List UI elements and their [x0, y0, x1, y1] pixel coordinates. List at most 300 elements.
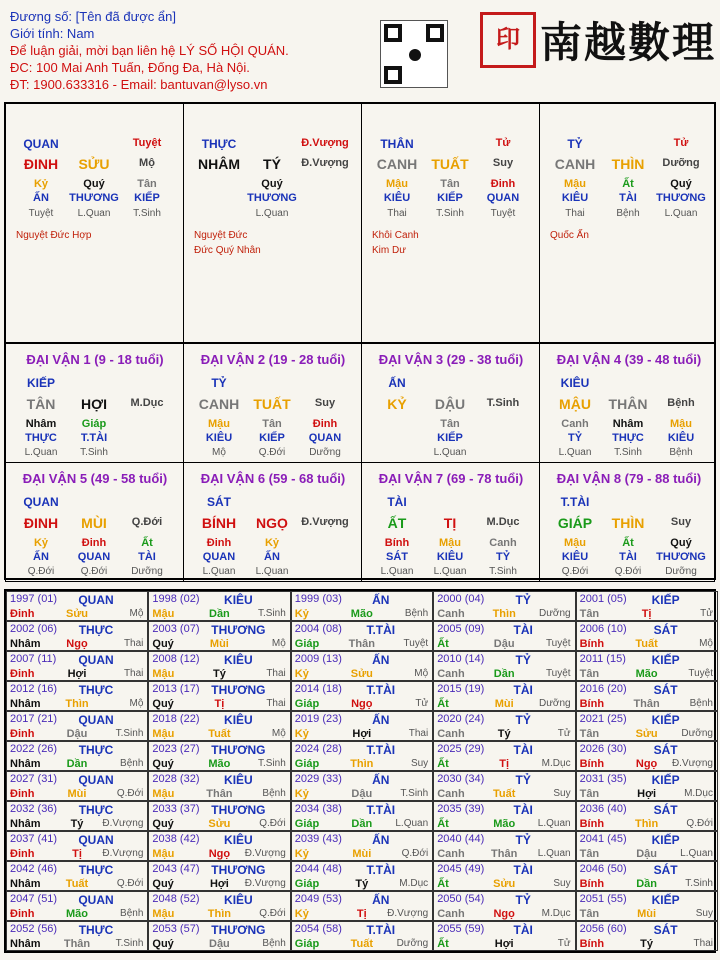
year-stem: Nhâm: [10, 818, 41, 830]
year-god: KIẾP: [651, 593, 680, 607]
dai-van-god: TỶ: [211, 376, 227, 390]
year-god: KIẾP: [651, 833, 680, 847]
year-label: 2020 (24): [437, 713, 485, 725]
pillar-phase: Suy: [492, 157, 514, 169]
pillar-state: Tử: [673, 137, 689, 149]
qr-code-icon[interactable]: [380, 20, 448, 88]
hidden-stem-2: Tân: [262, 418, 282, 430]
year-stem: Ất: [437, 698, 449, 710]
year-label: 2041 (45): [579, 833, 627, 845]
hidden-phase-2: Q.Đới: [80, 566, 108, 577]
hidden-stem-2: Quý: [83, 178, 105, 190]
year-phase: Q.Đới: [259, 818, 286, 829]
year-label: 1997 (01): [10, 593, 58, 605]
year-stem: Đinh: [10, 668, 35, 680]
year-stem: Bính: [579, 878, 605, 890]
year-stem: Ất: [437, 758, 449, 770]
year-phase: Tuyệt: [545, 638, 571, 649]
hidden-phase-1: L.Quan: [558, 447, 592, 458]
logo-title: 南越數理: [540, 18, 717, 67]
year-cell[interactable]: [6, 681, 148, 711]
year-god: TỶ: [515, 893, 531, 907]
year-phase: Thai: [408, 728, 429, 739]
year-cell[interactable]: [576, 651, 718, 681]
year-label: 2006 (10): [579, 623, 627, 635]
year-god: KIÊU: [224, 593, 253, 607]
year-god: THỰC: [78, 683, 114, 697]
year-branch: Mùi: [637, 908, 657, 920]
year-label: 2050 (54): [437, 893, 485, 905]
year-god: KIẾP: [651, 893, 680, 907]
dai-van-god: KIÊU: [560, 376, 590, 390]
hidden-god-3: KIÊU: [667, 432, 695, 444]
dai-van-title: ĐẠI VẬN 7 (69 - 78 tuổi): [378, 471, 524, 486]
year-phase: Tử: [557, 938, 571, 949]
year-phase: Mộ: [129, 608, 144, 619]
dai-van-phase: M.Dục: [130, 397, 164, 409]
year-stem: Mậu: [152, 668, 175, 680]
dai-van-phase: Bệnh: [667, 397, 695, 409]
year-stem: Canh: [437, 848, 465, 860]
year-cell[interactable]: [148, 771, 290, 801]
year-cell[interactable]: [576, 621, 718, 651]
hidden-phase-1: Thai: [565, 208, 585, 219]
dai-van-god: QUAN: [23, 495, 59, 509]
special-star: Đức Quý Nhân: [194, 245, 261, 256]
year-cell[interactable]: [6, 831, 148, 861]
year-branch: Tý: [640, 938, 654, 950]
year-phase: T.Sinh: [257, 608, 286, 619]
year-cell[interactable]: [576, 831, 718, 861]
hidden-god-2: THƯƠNG: [69, 192, 119, 204]
year-god: ẤN: [372, 833, 390, 847]
year-phase: Đ.Vượng: [244, 878, 286, 889]
year-cell[interactable]: [6, 891, 148, 921]
hidden-stem-3: Quý: [670, 178, 692, 190]
year-branch: Ngọ: [351, 698, 373, 710]
year-cell[interactable]: [576, 891, 718, 921]
year-stem: Mậu: [152, 608, 175, 620]
year-cell[interactable]: [148, 741, 290, 771]
year-stem: Tân: [579, 668, 600, 680]
year-god: ẤN: [372, 893, 390, 907]
year-stem: Bính: [579, 938, 605, 950]
year-branch: Sửu: [493, 878, 516, 890]
year-cell[interactable]: [291, 801, 433, 831]
dai-van-god: T.TÀI: [560, 495, 590, 509]
dai-van-title: ĐẠI VẬN 3 (29 - 38 tuổi): [378, 352, 524, 367]
dai-van-stem: KỶ: [387, 396, 407, 412]
hidden-phase-1: Q.Đới: [27, 566, 55, 577]
year-label: 2028 (32): [152, 773, 200, 785]
dai-van-phase: Suy: [670, 516, 692, 528]
dai-van-branch: TỊ: [443, 515, 457, 531]
hidden-god-1: KIÊU: [561, 551, 589, 563]
hidden-god-1: ẤN: [33, 551, 49, 563]
hidden-phase-2: L.Quan: [255, 566, 289, 577]
year-phase: Thai: [123, 638, 144, 649]
hidden-stem-1: Mậu: [564, 178, 586, 190]
hidden-god-3: QUAN: [308, 432, 342, 444]
year-phase: Đ.Vượng: [102, 818, 144, 829]
year-cell[interactable]: [291, 861, 433, 891]
hidden-stem-2: Tân: [440, 418, 460, 430]
year-cell[interactable]: [433, 621, 575, 651]
year-phase: Suy: [553, 788, 571, 799]
dai-van-cell[interactable]: [539, 343, 715, 463]
year-stem: Giáp: [294, 758, 320, 770]
year-cell[interactable]: [576, 861, 718, 891]
year-phase: Bệnh: [120, 758, 144, 769]
year-label: 2018 (22): [152, 713, 200, 725]
hidden-phase-1: L.Quan: [380, 566, 414, 577]
year-stem: Tân: [579, 908, 600, 920]
year-stem: Canh: [437, 908, 465, 920]
year-stem: Quý: [152, 698, 174, 710]
year-cell[interactable]: [291, 891, 433, 921]
hidden-god-2: KIÊU: [436, 551, 464, 563]
dai-van-phase: Suy: [314, 397, 336, 409]
year-god: TÀI: [513, 923, 533, 937]
year-cell[interactable]: [291, 651, 433, 681]
year-label: 2052 (56): [10, 923, 58, 935]
year-cell[interactable]: [148, 651, 290, 681]
year-branch: Dần: [209, 608, 230, 620]
year-branch: Mùi: [352, 848, 372, 860]
year-branch: Thìn: [634, 818, 659, 830]
year-god: TÀI: [513, 623, 533, 637]
year-branch: Dần: [636, 878, 657, 890]
special-star: Quốc Ấn: [550, 230, 589, 241]
year-cell[interactable]: [148, 801, 290, 831]
year-god: SÁT: [653, 683, 678, 697]
year-stem: Kỷ: [294, 608, 309, 620]
hidden-god-2: KIẾP: [259, 432, 285, 444]
hidden-god-1: KIÊU: [561, 192, 589, 204]
year-cell[interactable]: [576, 711, 718, 741]
dai-van-cell[interactable]: [183, 343, 362, 463]
year-cell[interactable]: [576, 771, 718, 801]
year-cell[interactable]: [576, 741, 718, 771]
year-cell[interactable]: [291, 681, 433, 711]
hidden-stem-2: Đinh: [81, 537, 107, 549]
year-god: T.TÀI: [366, 743, 396, 757]
hidden-stem-1: Mậu: [208, 418, 230, 430]
year-cell[interactable]: [433, 591, 575, 621]
year-cell[interactable]: [576, 801, 718, 831]
year-cell[interactable]: [148, 831, 290, 861]
year-cell[interactable]: [148, 711, 290, 741]
hidden-god-1: SÁT: [386, 551, 408, 563]
year-cell[interactable]: [433, 861, 575, 891]
year-god: ẤN: [372, 713, 390, 727]
year-phase: T.Sinh: [400, 788, 429, 799]
pillar-branch: THÌN: [611, 156, 645, 172]
pillar-stem: NHÂM: [198, 156, 240, 172]
year-branch: Dậu: [209, 938, 230, 950]
year-stem: Ất: [437, 938, 449, 950]
year-cell[interactable]: [6, 621, 148, 651]
year-phase: Suy: [410, 758, 429, 769]
hidden-god-2: TÀI: [619, 192, 637, 204]
hidden-phase-3: L.Quan: [664, 208, 698, 219]
year-phase: T.Sinh: [115, 728, 144, 739]
pillar-chart: [4, 102, 716, 580]
dai-van-cell[interactable]: [183, 462, 362, 582]
year-cell[interactable]: [291, 711, 433, 741]
year-stem: Giáp: [294, 818, 320, 830]
dai-van-phase: Q.Đới: [131, 516, 163, 528]
year-label: 2027 (31): [10, 773, 58, 785]
year-cell[interactable]: [433, 711, 575, 741]
year-cell[interactable]: [291, 591, 433, 621]
year-cell[interactable]: [433, 801, 575, 831]
year-phase: Mộ: [129, 698, 144, 709]
hidden-phase-2: T.Sinh: [436, 208, 464, 219]
year-cell[interactable]: [576, 921, 718, 951]
year-label: 2034 (38): [294, 803, 342, 815]
year-branch: Thân: [633, 698, 660, 710]
year-branch: Tuất: [635, 638, 658, 650]
dai-van-stem: ẤT: [387, 515, 407, 531]
year-label: 2016 (20): [579, 683, 627, 695]
pillar-state: Tuyệt: [132, 137, 162, 149]
year-god: TÀI: [513, 803, 533, 817]
pillar-god: QUAN: [23, 137, 59, 151]
year-label: 2001 (05): [579, 593, 627, 605]
year-god: THỰC: [78, 923, 114, 937]
year-god: T.TÀI: [366, 683, 396, 697]
year-label: 2005 (09): [437, 623, 485, 635]
year-branch: Ngọ: [208, 848, 231, 860]
pillar-cell[interactable]: [539, 103, 715, 343]
year-branch: Tuất: [350, 938, 373, 950]
year-label: 2015 (19): [437, 683, 485, 695]
pillar-cell[interactable]: [183, 103, 362, 343]
year-label: 2039 (43): [294, 833, 342, 845]
year-cell[interactable]: [148, 861, 290, 891]
hidden-stem-3: Mậu: [670, 418, 692, 430]
year-branch: Dậu: [351, 788, 373, 800]
year-god: T.TÀI: [366, 863, 396, 877]
year-cell[interactable]: [433, 921, 575, 951]
special-star: Kim Dư: [372, 245, 406, 256]
year-god: THỰC: [78, 803, 114, 817]
hidden-phase-1: Thai: [387, 208, 407, 219]
hidden-stem-2: Ất: [622, 178, 634, 190]
year-phase: T.Sinh: [115, 938, 144, 949]
year-stem: Ất: [437, 818, 449, 830]
year-phase: M.Dục: [399, 878, 429, 889]
year-god: QUAN: [78, 653, 114, 667]
year-cell[interactable]: [148, 621, 290, 651]
year-stem: Giáp: [294, 638, 320, 650]
pillar-phase: Dưỡng: [662, 157, 700, 169]
year-phase: Đ.Vượng: [244, 848, 286, 859]
year-cell[interactable]: [291, 921, 433, 951]
year-cell[interactable]: [6, 921, 148, 951]
hidden-stem-1: Nhâm: [25, 418, 57, 430]
year-label: 2042 (46): [10, 863, 58, 875]
year-cell[interactable]: [576, 681, 718, 711]
year-stem: Nhâm: [10, 758, 41, 770]
year-cell[interactable]: [6, 801, 148, 831]
dai-van-cell[interactable]: [361, 343, 540, 463]
year-phase: Tuyệt: [545, 668, 571, 679]
year-god: KIẾP: [651, 773, 680, 787]
year-branch: Tý: [497, 728, 511, 740]
year-stem: Bính: [579, 818, 605, 830]
year-branch: Mùi: [494, 698, 514, 710]
phone-email-line: ĐT: 1900.633316 - Email: bantuvan@lyso.vn: [10, 77, 268, 92]
year-cell[interactable]: [291, 741, 433, 771]
year-stem: Nhâm: [10, 638, 41, 650]
year-label: 2009 (13): [294, 653, 342, 665]
year-branch: Mão: [350, 608, 373, 620]
year-phase: L.Quan: [537, 818, 571, 829]
year-god: SÁT: [653, 743, 678, 757]
year-cell[interactable]: [6, 711, 148, 741]
hidden-phase-1: L.Quan: [24, 447, 58, 458]
pillar-stem: CANH: [554, 156, 596, 172]
dai-van-god: SÁT: [207, 495, 231, 509]
hidden-phase-3: Tuyệt: [490, 208, 516, 219]
year-cell[interactable]: [148, 921, 290, 951]
year-label: 2048 (52): [152, 893, 200, 905]
year-cell[interactable]: [576, 591, 718, 621]
hidden-phase-2: Q.Đới: [614, 566, 642, 577]
year-stem: Nhâm: [10, 938, 41, 950]
year-label: 2055 (59): [437, 923, 485, 935]
hidden-phase-2: Q.Đới: [258, 447, 286, 458]
year-branch: Thìn: [207, 908, 231, 920]
year-cell[interactable]: [6, 591, 148, 621]
year-cell[interactable]: [148, 891, 290, 921]
year-god: THƯƠNG: [211, 863, 266, 877]
year-god: THỰC: [78, 863, 114, 877]
year-label: 2021 (25): [579, 713, 627, 725]
year-god: KIÊU: [224, 653, 253, 667]
year-god: TÀI: [513, 863, 533, 877]
hidden-stem-3: Ất: [141, 537, 153, 549]
year-branch: Mùi: [209, 638, 229, 650]
year-stem: Ất: [437, 638, 449, 650]
year-phase: Q.Đới: [401, 848, 429, 859]
pillar-god: THÂN: [380, 137, 414, 151]
year-god: TỶ: [515, 593, 531, 607]
year-stem: Canh: [437, 608, 465, 620]
year-stem: Đinh: [10, 728, 35, 740]
year-stem: Kỷ: [294, 908, 309, 920]
address-line: ĐC: 100 Mai Anh Tuấn, Đống Đa, Hà Nội.: [10, 60, 250, 75]
dai-van-god: ẤN: [388, 376, 406, 390]
year-cell[interactable]: [148, 681, 290, 711]
year-branch: Tuất: [492, 788, 516, 800]
year-phase: Tuyệt: [403, 638, 429, 649]
owner-line: Đương số: [Tên đã được ẩn]: [10, 9, 176, 24]
hidden-god-1: QUAN: [202, 551, 236, 563]
year-phase: Bệnh: [120, 908, 144, 919]
dai-van-phase: Đ.Vượng: [301, 516, 349, 528]
year-branch: Tị: [356, 908, 367, 920]
year-phase: L.Quan: [395, 818, 429, 829]
year-label: 2000 (04): [437, 593, 485, 605]
year-cell[interactable]: [433, 741, 575, 771]
year-stem: Nhâm: [10, 698, 41, 710]
year-branch: Mão: [208, 758, 231, 770]
dai-van-cell[interactable]: [361, 462, 540, 582]
year-cell[interactable]: [433, 771, 575, 801]
dai-van-branch: NGỌ: [256, 515, 288, 531]
year-label: 2011 (15): [579, 653, 626, 665]
year-stem: Bính: [579, 698, 605, 710]
pillar-cell[interactable]: [361, 103, 540, 343]
dai-van-cell[interactable]: [5, 462, 184, 582]
year-cell[interactable]: [6, 741, 148, 771]
year-label: 2008 (12): [152, 653, 200, 665]
hidden-stem-1: Đinh: [206, 537, 232, 549]
year-phase: Tử: [700, 608, 713, 619]
dai-van-branch: DẬU: [434, 396, 466, 412]
year-stem: Tân: [579, 728, 600, 740]
year-cell[interactable]: [148, 591, 290, 621]
year-cell[interactable]: [291, 621, 433, 651]
dai-van-cell[interactable]: [539, 462, 715, 582]
year-label: 2004 (08): [294, 623, 342, 635]
year-god: TỶ: [515, 713, 531, 727]
year-cell[interactable]: [433, 651, 575, 681]
year-stem: Canh: [437, 668, 465, 680]
pillar-cell[interactable]: [5, 103, 184, 343]
year-cell[interactable]: [291, 831, 433, 861]
year-label: 2025 (29): [437, 743, 485, 755]
year-branch: Thân: [63, 938, 91, 950]
year-cell[interactable]: [6, 861, 148, 891]
year-god: KIÊU: [224, 773, 253, 787]
dai-van-cell[interactable]: [5, 343, 184, 463]
year-branch: Mão: [493, 818, 516, 830]
year-cell[interactable]: [433, 681, 575, 711]
year-branch: Sửu: [635, 728, 658, 740]
pillar-god: THỰC: [201, 137, 237, 151]
year-label: 2035 (39): [437, 803, 485, 815]
red-seal-icon: 印: [480, 12, 536, 68]
year-cell[interactable]: [433, 831, 575, 861]
year-cell[interactable]: [6, 651, 148, 681]
year-god: SÁT: [653, 863, 678, 877]
year-stem: Mậu: [152, 908, 175, 920]
hidden-stem-3: Đinh: [312, 418, 338, 430]
year-cell[interactable]: [6, 771, 148, 801]
year-phase: Q.Đới: [259, 908, 286, 919]
year-phase: M.Dục: [541, 758, 571, 769]
contact-line: Để luận giải, mời bạn liên hệ LÝ SỐ HỘI QUÁN.: [10, 43, 289, 58]
hidden-god-1: KIÊU: [383, 192, 411, 204]
hidden-god-2: ẤN: [264, 551, 280, 563]
year-cell[interactable]: [433, 891, 575, 921]
pillar-state: Đ.Vượng: [301, 137, 349, 149]
year-stem: Nhâm: [10, 878, 41, 890]
pillar-stem: ĐINH: [23, 156, 59, 172]
year-label: 2003 (07): [152, 623, 200, 635]
year-label: 2054 (58): [294, 923, 342, 935]
year-cell[interactable]: [291, 771, 433, 801]
year-branch: Tý: [355, 878, 369, 890]
year-stem: Bính: [579, 638, 605, 650]
year-branch: Hợi: [67, 668, 87, 680]
hidden-stem-3: Tân: [137, 178, 157, 190]
hidden-phase-2: T.Sinh: [80, 447, 108, 458]
